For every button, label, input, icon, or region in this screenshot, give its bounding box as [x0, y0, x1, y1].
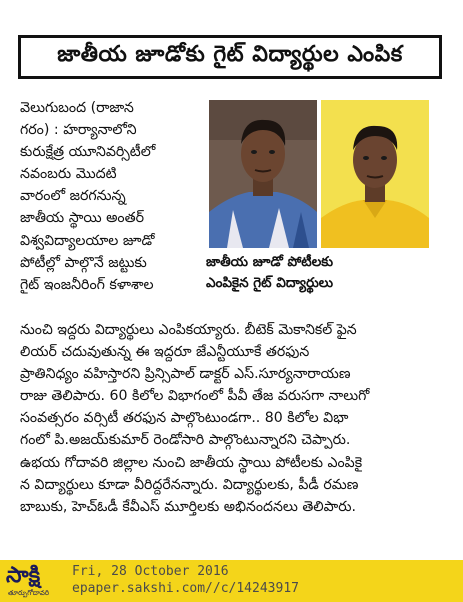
footer-meta — [72, 563, 299, 597]
student-photo-1 — [209, 100, 317, 248]
sakshi-logo — [6, 564, 64, 598]
article-line: విశ్వవిద్యాలయాల జూడో — [20, 232, 155, 249]
article-line: సంవత్సరం వర్సిటీ తరఫున పాల్గొంటుండగా.. 80 కిలోల విభా — [20, 410, 349, 427]
article-intro-column — [20, 97, 200, 296]
article-line: ఉభయ గోదావరి జిల్లాల నుంచి జాతీయ స్థాయి పోటీలకు ఎంపికై — [20, 454, 363, 471]
article-line: కురుక్షేత్ర యూనివర్సిటీలో — [20, 144, 156, 161]
article-line: నుంచి ఇద్దరు విద్యార్థులు ఎంపికయ్యారు. బీటెక్ మెకానికల్ ఫైన — [20, 322, 357, 338]
student-photo-2 — [321, 100, 429, 248]
epaper-url[interactable]: epaper.sakshi.com//c/14243917 — [72, 581, 299, 596]
article-line: గరం) : హర్యానాలోని — [20, 122, 137, 139]
article-line: నవంబరు మొదటి — [20, 166, 117, 183]
article-line: న విద్యార్థులు కూడా వీరిద్దరేనన్నారు. విద్యార్థులకు, పీడీ రమణ — [20, 476, 359, 493]
article-line: గైట్ ఇంజనీరింగ్ కళాశాల — [20, 276, 154, 293]
article-line: జాతీయ స్థాయి అంతర్ — [20, 210, 145, 227]
photo-caption — [206, 252, 436, 294]
logo-wordmark: సాక్షి — [6, 563, 41, 588]
caption-line: జాతీయ జూడో పోటీలకు — [206, 254, 333, 270]
epaper-footer — [0, 560, 463, 602]
article-line: బాబుకు, హెచ్ఓడీ కేవీఎస్ మూర్తిలకు అభినందనలు తెలిపారు. — [20, 498, 356, 515]
caption-line: ఎంపికైన గైట్ విద్యార్థులు — [206, 275, 333, 291]
article-line: పోటీల్లో పాల్గొనే జట్టుకు — [20, 254, 147, 271]
edition-date: Fri, 28 October 2016 — [72, 564, 229, 579]
article-line: వారంలో జరగనున్న — [20, 188, 126, 205]
article-line: లియర్ చదువుతున్న ఈ ఇద్దరూ జేఎన్టీయూకే తరఫున — [20, 344, 310, 361]
logo-edition: తూర్పుగోదావరి — [8, 589, 49, 597]
article-line: రాజు తెలిపారు. 60 కిలోల విభాగంలో పీవీ తేజ వరుసగా నాలుగో — [20, 388, 370, 405]
article-body — [20, 319, 450, 518]
headline: జాతీయ జూడోకు గైట్ విద్యార్థుల ఎంపిక — [18, 35, 442, 79]
article-line: గంలో పి.అజయ్‌కుమార్ రెండోసారి పాల్గొంటున్నారని చెప్పారు. — [20, 432, 351, 449]
article-line: ప్రాతినిధ్యం వహిస్తారని ప్రిన్సిపాల్ డాక్టర్ ఎస్.సూర్యనారాయణ — [20, 366, 351, 383]
article-line: వెలుగుబంద (రాజాన — [20, 100, 134, 116]
